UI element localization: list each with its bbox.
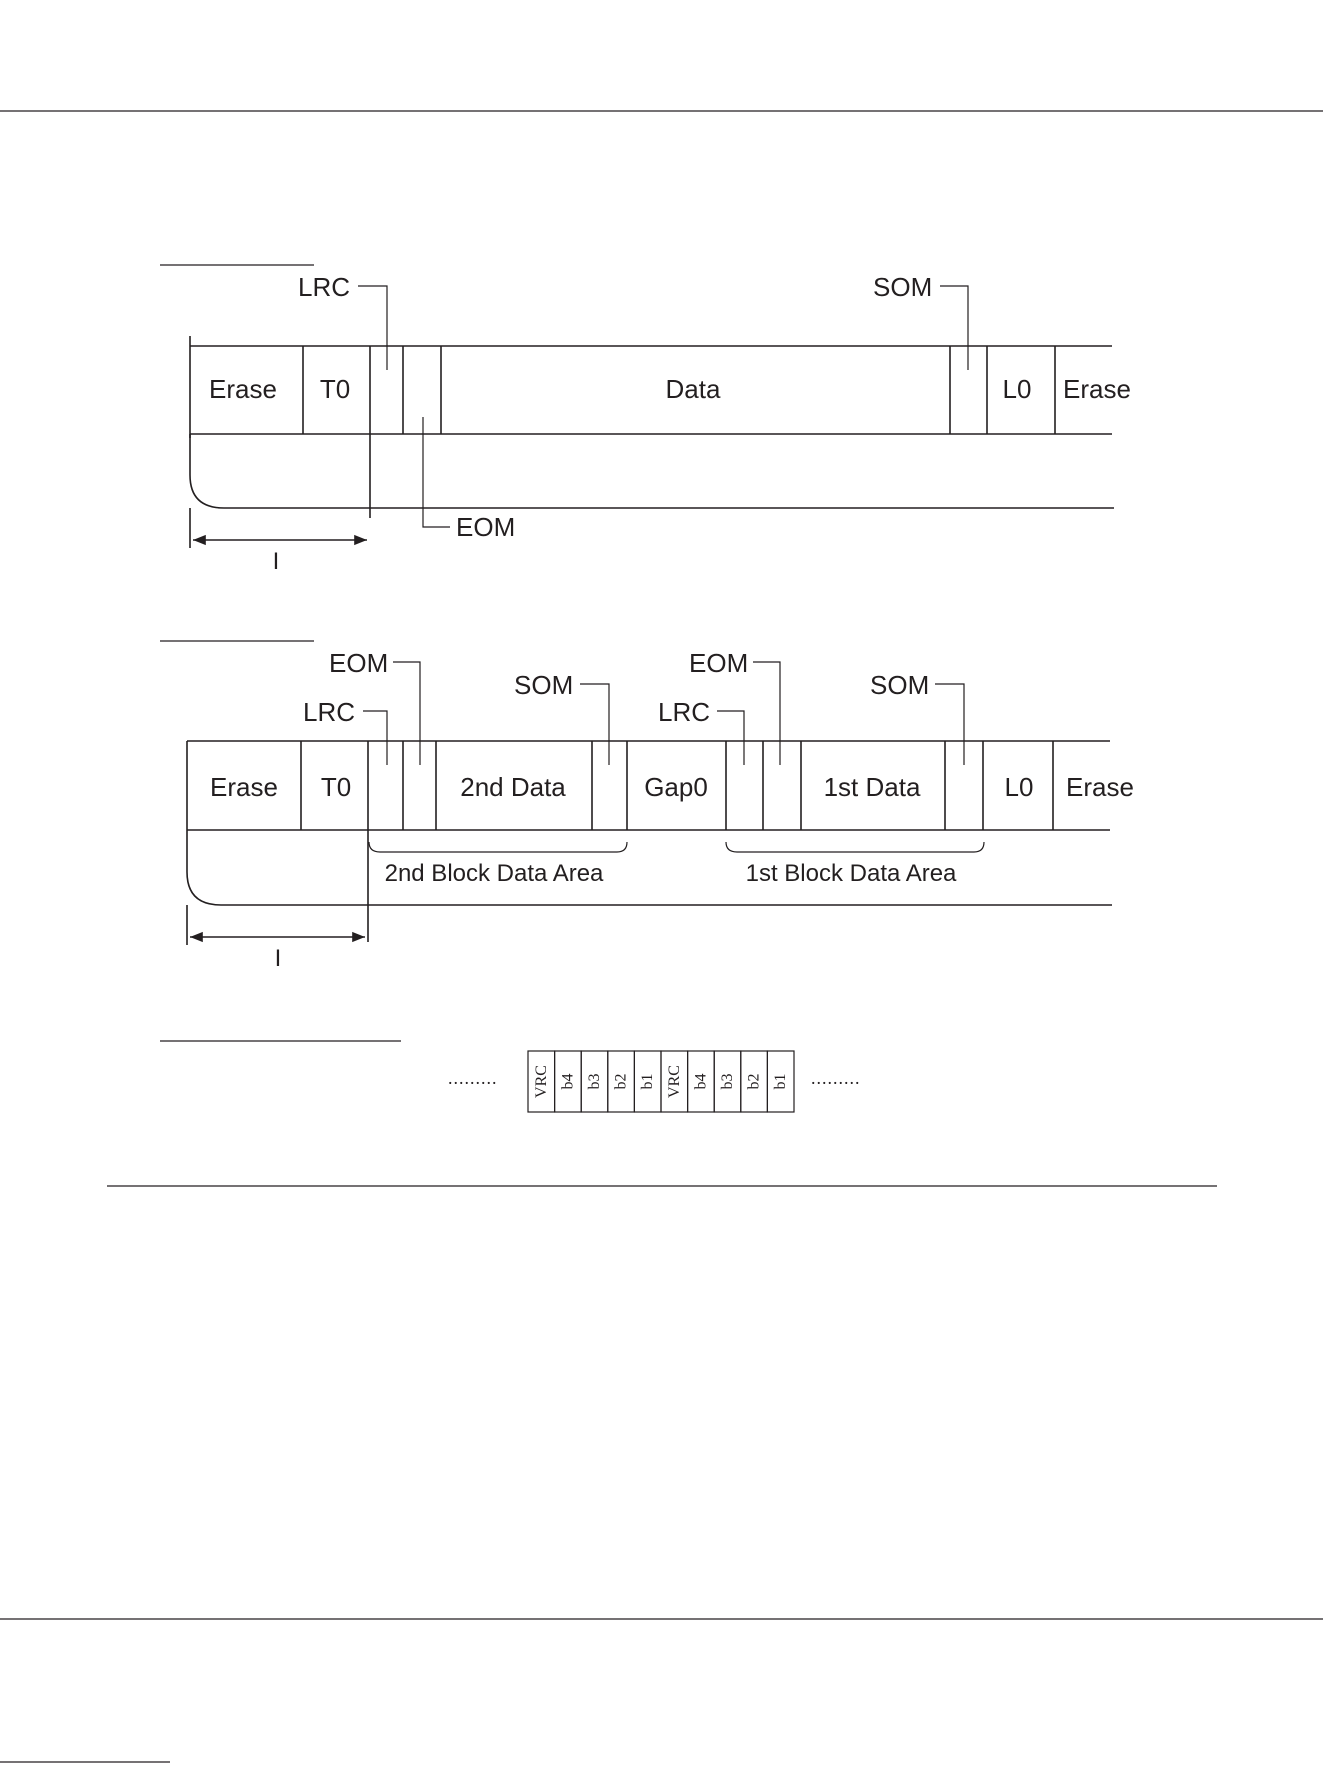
diagram-b-lrc-1st-label: LRC [658, 697, 711, 727]
bit-cell-label: b3 [586, 1073, 603, 1090]
diagram-b-card-edge [187, 830, 1112, 905]
diagram-b-eom-2nd-leader [393, 662, 420, 765]
diagram-b [160, 641, 1134, 972]
diagram-a-data: Data [665, 374, 721, 404]
bit-cell-label: b1 [772, 1073, 790, 1090]
diagram-a-card-edge [190, 434, 1114, 508]
diagram-a-eom-label: EOM [456, 512, 516, 542]
bit-cell-label: b2 [612, 1073, 630, 1090]
diagram-b-lrc-2nd-label: LRC [303, 697, 356, 727]
diagram-a-som-label: SOM [873, 272, 933, 302]
diagram-b-som-1st-label: SOM [870, 670, 930, 700]
bit-cell-label: VRC [532, 1065, 550, 1098]
bit-sequence-leading-dots: ......... [448, 1068, 498, 1088]
diagram-b-l0: L0 [1004, 772, 1034, 802]
diagram-b-2nd-area-label: 2nd Block Data Area [384, 860, 604, 887]
diagram-a-erase-left: Erase [209, 374, 277, 404]
diagram-b-2nd-area-bracket [369, 842, 627, 852]
diagram-b-eom-1st-label: EOM [689, 648, 749, 678]
bit-sequence-cells [528, 1051, 794, 1112]
diagram-b-erase-left: Erase [210, 772, 278, 802]
bit-cell-label: b4 [559, 1073, 577, 1090]
diagram-b-t0: T0 [320, 772, 352, 802]
diagram-b-1st-area-bracket [726, 842, 984, 852]
diagram-b-erase-right: Erase [1066, 772, 1134, 802]
diagram-b-som-2nd-leader [580, 684, 609, 765]
bit-cell-label: b4 [692, 1073, 710, 1090]
bit-sequence [160, 1041, 861, 1112]
diagram-b-som-2nd-label: SOM [514, 670, 574, 700]
diagram-b-2nd-data: 2nd Data [460, 772, 566, 802]
diagram-b-dimension-label: I [274, 945, 282, 972]
diagram-a-dimension-label: I [272, 548, 280, 575]
bit-sequence-trailing-dots: ......... [811, 1068, 861, 1088]
diagram-b-eom-1st-leader [753, 662, 780, 765]
diagram-b-som-1st-leader [935, 684, 964, 765]
diagram-a-lrc-label: LRC [298, 272, 351, 302]
diagram-a-som-leader [940, 286, 968, 370]
diagram-b-eom-2nd-label: EOM [329, 648, 389, 678]
bit-cell-label: VRC [665, 1065, 683, 1098]
diagram-b-1st-area-label: 1st Block Data Area [745, 860, 957, 887]
diagram-b-lrc-2nd-leader [363, 711, 387, 765]
bit-cell-label: b3 [719, 1073, 736, 1090]
diagram-b-1st-data: 1st Data [823, 772, 921, 802]
bit-cell-label: b1 [639, 1073, 657, 1090]
diagram-b-lrc-1st-leader [717, 711, 744, 765]
diagram-a [160, 265, 1131, 575]
diagram-a-erase-right: Erase [1063, 374, 1131, 404]
bit-cell-label: b2 [745, 1073, 763, 1090]
diagram-b-gap0: Gap0 [644, 772, 708, 802]
diagram-a-t0: T0 [319, 374, 351, 404]
diagram-a-lrc-leader [358, 286, 387, 370]
diagram-a-l0: L0 [1002, 374, 1032, 404]
